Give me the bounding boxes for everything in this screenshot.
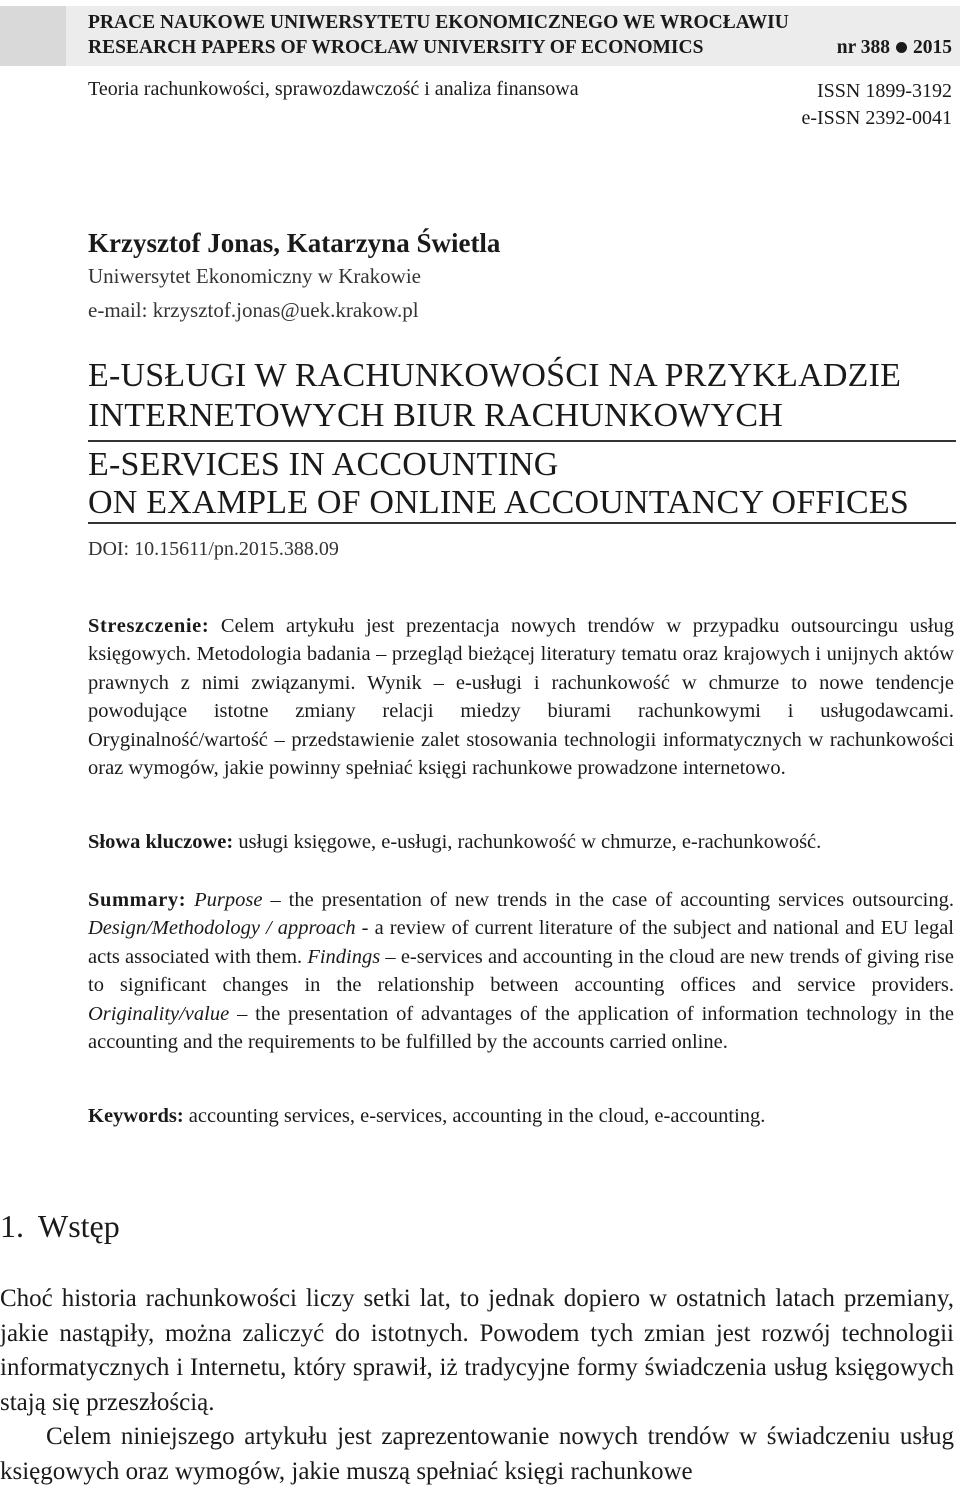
summary-method-label: Design/Methodology / approach [88,917,356,940]
keywords-pl-label: Słowa kluczowe: [88,831,234,853]
bullet-icon [896,42,907,53]
summary-originality-label: Originality/value [88,1002,230,1025]
title-divider [88,440,956,442]
title-en [88,446,958,522]
body-text [0,1282,954,1489]
section-title: Wstęp [38,1208,120,1244]
summary-findings-label: Findings [307,945,381,968]
abstract-label: Streszczenie: [88,615,210,637]
keywords-pl [88,828,954,856]
keywords-en-label: Keywords: [88,1105,184,1127]
issn-block [801,78,952,132]
issue-year: 2015 [913,37,952,58]
keywords-pl-text: usługi księgowe, e-usługi, rachunkowość w chmurze, e-rachunkowość. [238,831,822,853]
doi: DOI: 10.15611/pn.2015.388.09 [88,538,339,560]
authors: Krzysztof Jonas, Katarzyna Świetla [88,228,501,258]
title-en-line1: E-SERVICES IN ACCOUNTING [88,446,559,483]
summary-findings-text: – e-services and accounting in the cloud are new trends of giving rise to significant changes in the relationship between accounting offices and service providers. [88,945,954,997]
journal-name-pl: PRACE NAUKOWE UNIWERSYTETU EKONOMICZNEGO WE WROCŁAWIU [88,12,789,33]
issue-number: nr 388 [836,37,890,58]
series-title: Teoria rachunkowości, sprawozdawczość i analiza finansowa [88,78,579,100]
keywords-en-text: accounting services, e-services, accounting in the cloud, e-accounting. [188,1105,766,1127]
summary-label: Summary: [88,889,187,911]
title-pl-line1: E-USŁUGI W RACHUNKOWOŚCI NA PRZYKŁADZIE [88,357,902,394]
body-paragraph-2: Celem niniejszego artykułu jest zaprezentowanie nowych trendów w świadczeniu usług księgowych oraz wymogów, jakie muszą spełniać księgi rachunkowe [0,1423,954,1485]
summary-purpose-text: – the presentation of new trends in the case of accounting services outsourcing. [270,889,955,911]
title-en-line2: ON EXAMPLE OF ONLINE ACCOUNTANCY OFFICES [88,484,910,521]
journal-name-en: RESEARCH PAPERS OF WROCŁAW UNIVERSITY OF ECONOMICS [88,37,704,58]
affiliation: Uniwersytet Ekonomiczny w Krakowie [88,264,421,288]
keywords-en [88,1102,954,1130]
issue-info [837,37,952,59]
summary-purpose-label: Purpose [194,889,263,911]
abstract-pl [88,612,954,782]
title-bottom-divider [88,522,956,524]
issn: ISSN 1899-3192 [816,80,952,102]
header-gray-block [0,6,66,66]
section-heading [0,1208,120,1245]
section-number: 1. [0,1208,24,1244]
body-paragraph-1: Choć historia rachunkowości liczy setki lat, to jednak dopiero w ostatnich latach przemiany, jakie nastąpiły, można zaliczyć do istotnych. Powodem tych zmian jest rozwój technologii informatycznych i Internetu, który sprawił, iż tradycyjne formy świadczenia usług księgowych stają się przeszłością. [0,1285,954,1416]
author-email: e-mail: krzysztof.jonas@uek.krakow.pl [88,298,419,322]
abstract-text: Celem artykułu jest prezentacja nowych trendów w przypadku outsourcingu usług księgowych. Metodologia badania – przegląd bieżącej literatury tematu oraz krajowych i unijnych aktów prawnych z nimi związanymi. Wynik – e-usługi i rachunkowość w chmurze to nowe tendencje powodujące istotne zmiany relacji miedzy biurami rachunkowymi i usługodawcami. Oryginalność/wartość – przedstawienie zalet stosowania technologii informatycznych w rachunkowości oraz wymogów, jakie powinny spełniać księgi rachunkowe prowadzone internetowo. [88,615,954,780]
summary-originality-text: – the presentation of advantages of the application of information technology in the accounting and the requirements to be fulfilled by the accounts carried online. [88,1002,954,1054]
eissn: e-ISSN 2392-0041 [801,107,952,129]
summary-method-text: - a review of current literature of the subject and national and EU legal acts associated with them. [88,917,954,968]
title-pl-line2: INTERNETOWYCH BIUR RACHUNKOWYCH [88,397,783,434]
summary-en [88,886,954,1056]
title-pl [88,356,958,436]
